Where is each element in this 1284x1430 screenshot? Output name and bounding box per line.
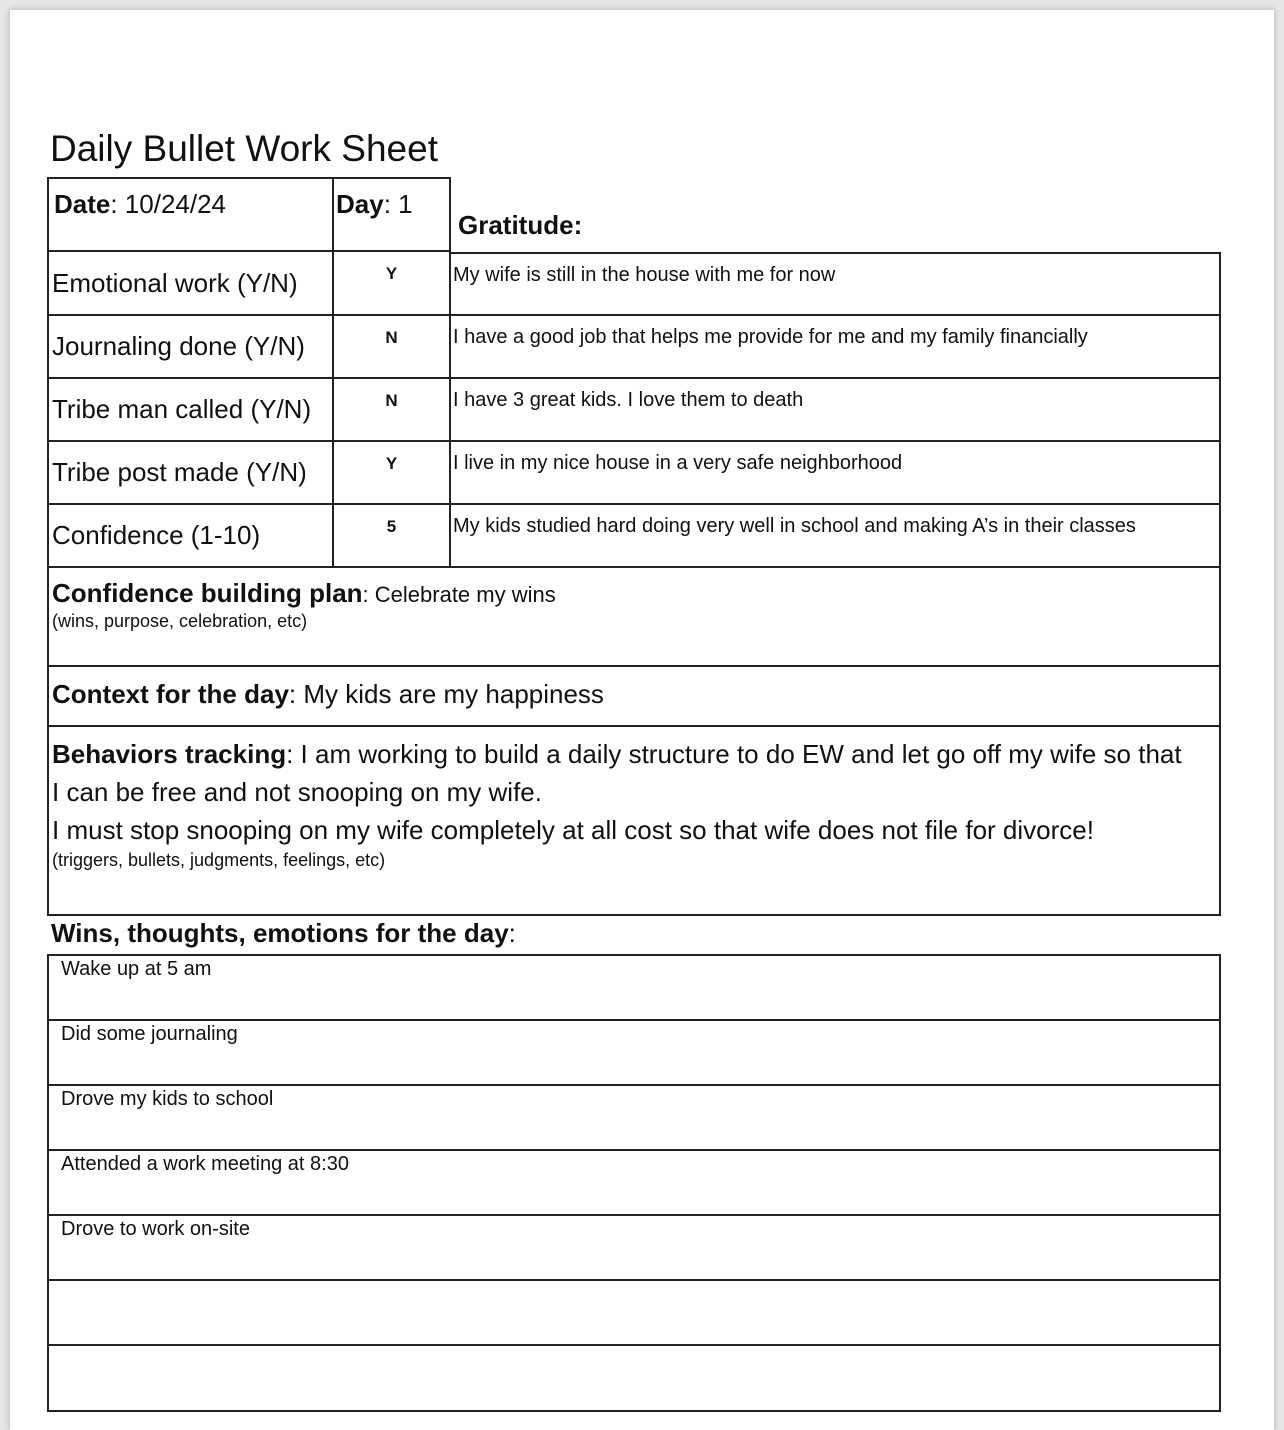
row-label-tribe-post: Tribe post made (Y/N) bbox=[47, 440, 334, 505]
confidence-plan-value: : Celebrate my wins bbox=[362, 582, 556, 607]
date-label: Date bbox=[54, 189, 111, 219]
behaviors-text-1: : I am working to build a daily structure to do EW and let go off my wife so that bbox=[286, 739, 1182, 769]
confidence-plan-line bbox=[52, 578, 1219, 609]
date-text bbox=[54, 189, 226, 220]
gratitude-item: I have a good job that helps me provide for me and my family financially bbox=[449, 314, 1221, 379]
gratitude-item: My wife is still in the house with me for now bbox=[449, 252, 1221, 316]
worksheet-page bbox=[10, 10, 1274, 1430]
day-value: : 1 bbox=[383, 189, 413, 219]
confidence-plan-label: Confidence building plan bbox=[52, 578, 363, 608]
wins-label-colon: : bbox=[508, 918, 516, 948]
wins-row[interactable]: Drove to work on-site bbox=[47, 1214, 1221, 1281]
row-value-journaling: N bbox=[332, 314, 451, 379]
wins-label bbox=[51, 918, 516, 949]
context-value: : My kids are my happiness bbox=[288, 679, 604, 709]
behaviors-line-1 bbox=[52, 735, 1219, 773]
wins-row[interactable]: Wake up at 5 am bbox=[47, 954, 1221, 1021]
row-value-tribe-post: Y bbox=[332, 440, 451, 505]
day-cell bbox=[332, 177, 451, 252]
row-label-emotional-work: Emotional work (Y/N) bbox=[47, 250, 334, 316]
row-label-tribe-man: Tribe man called (Y/N) bbox=[47, 377, 334, 442]
confidence-plan-hint: (wins, purpose, celebration, etc) bbox=[52, 611, 308, 631]
behaviors-section bbox=[47, 725, 1221, 916]
row-value-emotional-work: Y bbox=[332, 250, 451, 316]
page-title: Daily Bullet Work Sheet bbox=[50, 128, 438, 169]
wins-row[interactable]: Drove my kids to school bbox=[47, 1084, 1221, 1151]
gratitude-item: I live in my nice house in a very safe neighborhood bbox=[449, 440, 1221, 505]
row-label-confidence: Confidence (1-10) bbox=[47, 503, 334, 568]
date-cell bbox=[47, 177, 334, 252]
day-text bbox=[336, 189, 413, 220]
behaviors-line-2: I can be free and not snooping on my wife. bbox=[52, 777, 542, 807]
context-line bbox=[52, 679, 1219, 710]
day-label: Day bbox=[336, 189, 384, 219]
context-label: Context for the day bbox=[52, 679, 289, 709]
wins-row[interactable]: Did some journaling bbox=[47, 1019, 1221, 1086]
row-value-confidence: 5 bbox=[332, 503, 451, 568]
behaviors-label: Behaviors tracking bbox=[52, 739, 287, 769]
row-value-tribe-man: N bbox=[332, 377, 451, 442]
wins-row[interactable] bbox=[47, 1344, 1221, 1412]
behaviors-line-3: I must stop snooping on my wife completely at all cost so that wife does not file for divorce! bbox=[52, 815, 1094, 845]
row-label-journaling: Journaling done (Y/N) bbox=[47, 314, 334, 379]
wins-row[interactable] bbox=[47, 1279, 1221, 1346]
wins-row[interactable]: Attended a work meeting at 8:30 bbox=[47, 1149, 1221, 1216]
gratitude-item: I have 3 great kids. I love them to death bbox=[449, 377, 1221, 442]
wins-label-text: Wins, thoughts, emotions for the day bbox=[51, 918, 509, 948]
date-value: : 10/24/24 bbox=[110, 189, 227, 219]
gratitude-label: Gratitude: bbox=[458, 210, 583, 240]
context-section bbox=[47, 665, 1221, 727]
behaviors-hint: (triggers, bullets, judgments, feelings, etc) bbox=[52, 850, 386, 870]
gratitude-item: My kids studied hard doing very well in school and making A’s in their classes bbox=[449, 503, 1221, 568]
confidence-plan-section bbox=[47, 566, 1221, 667]
